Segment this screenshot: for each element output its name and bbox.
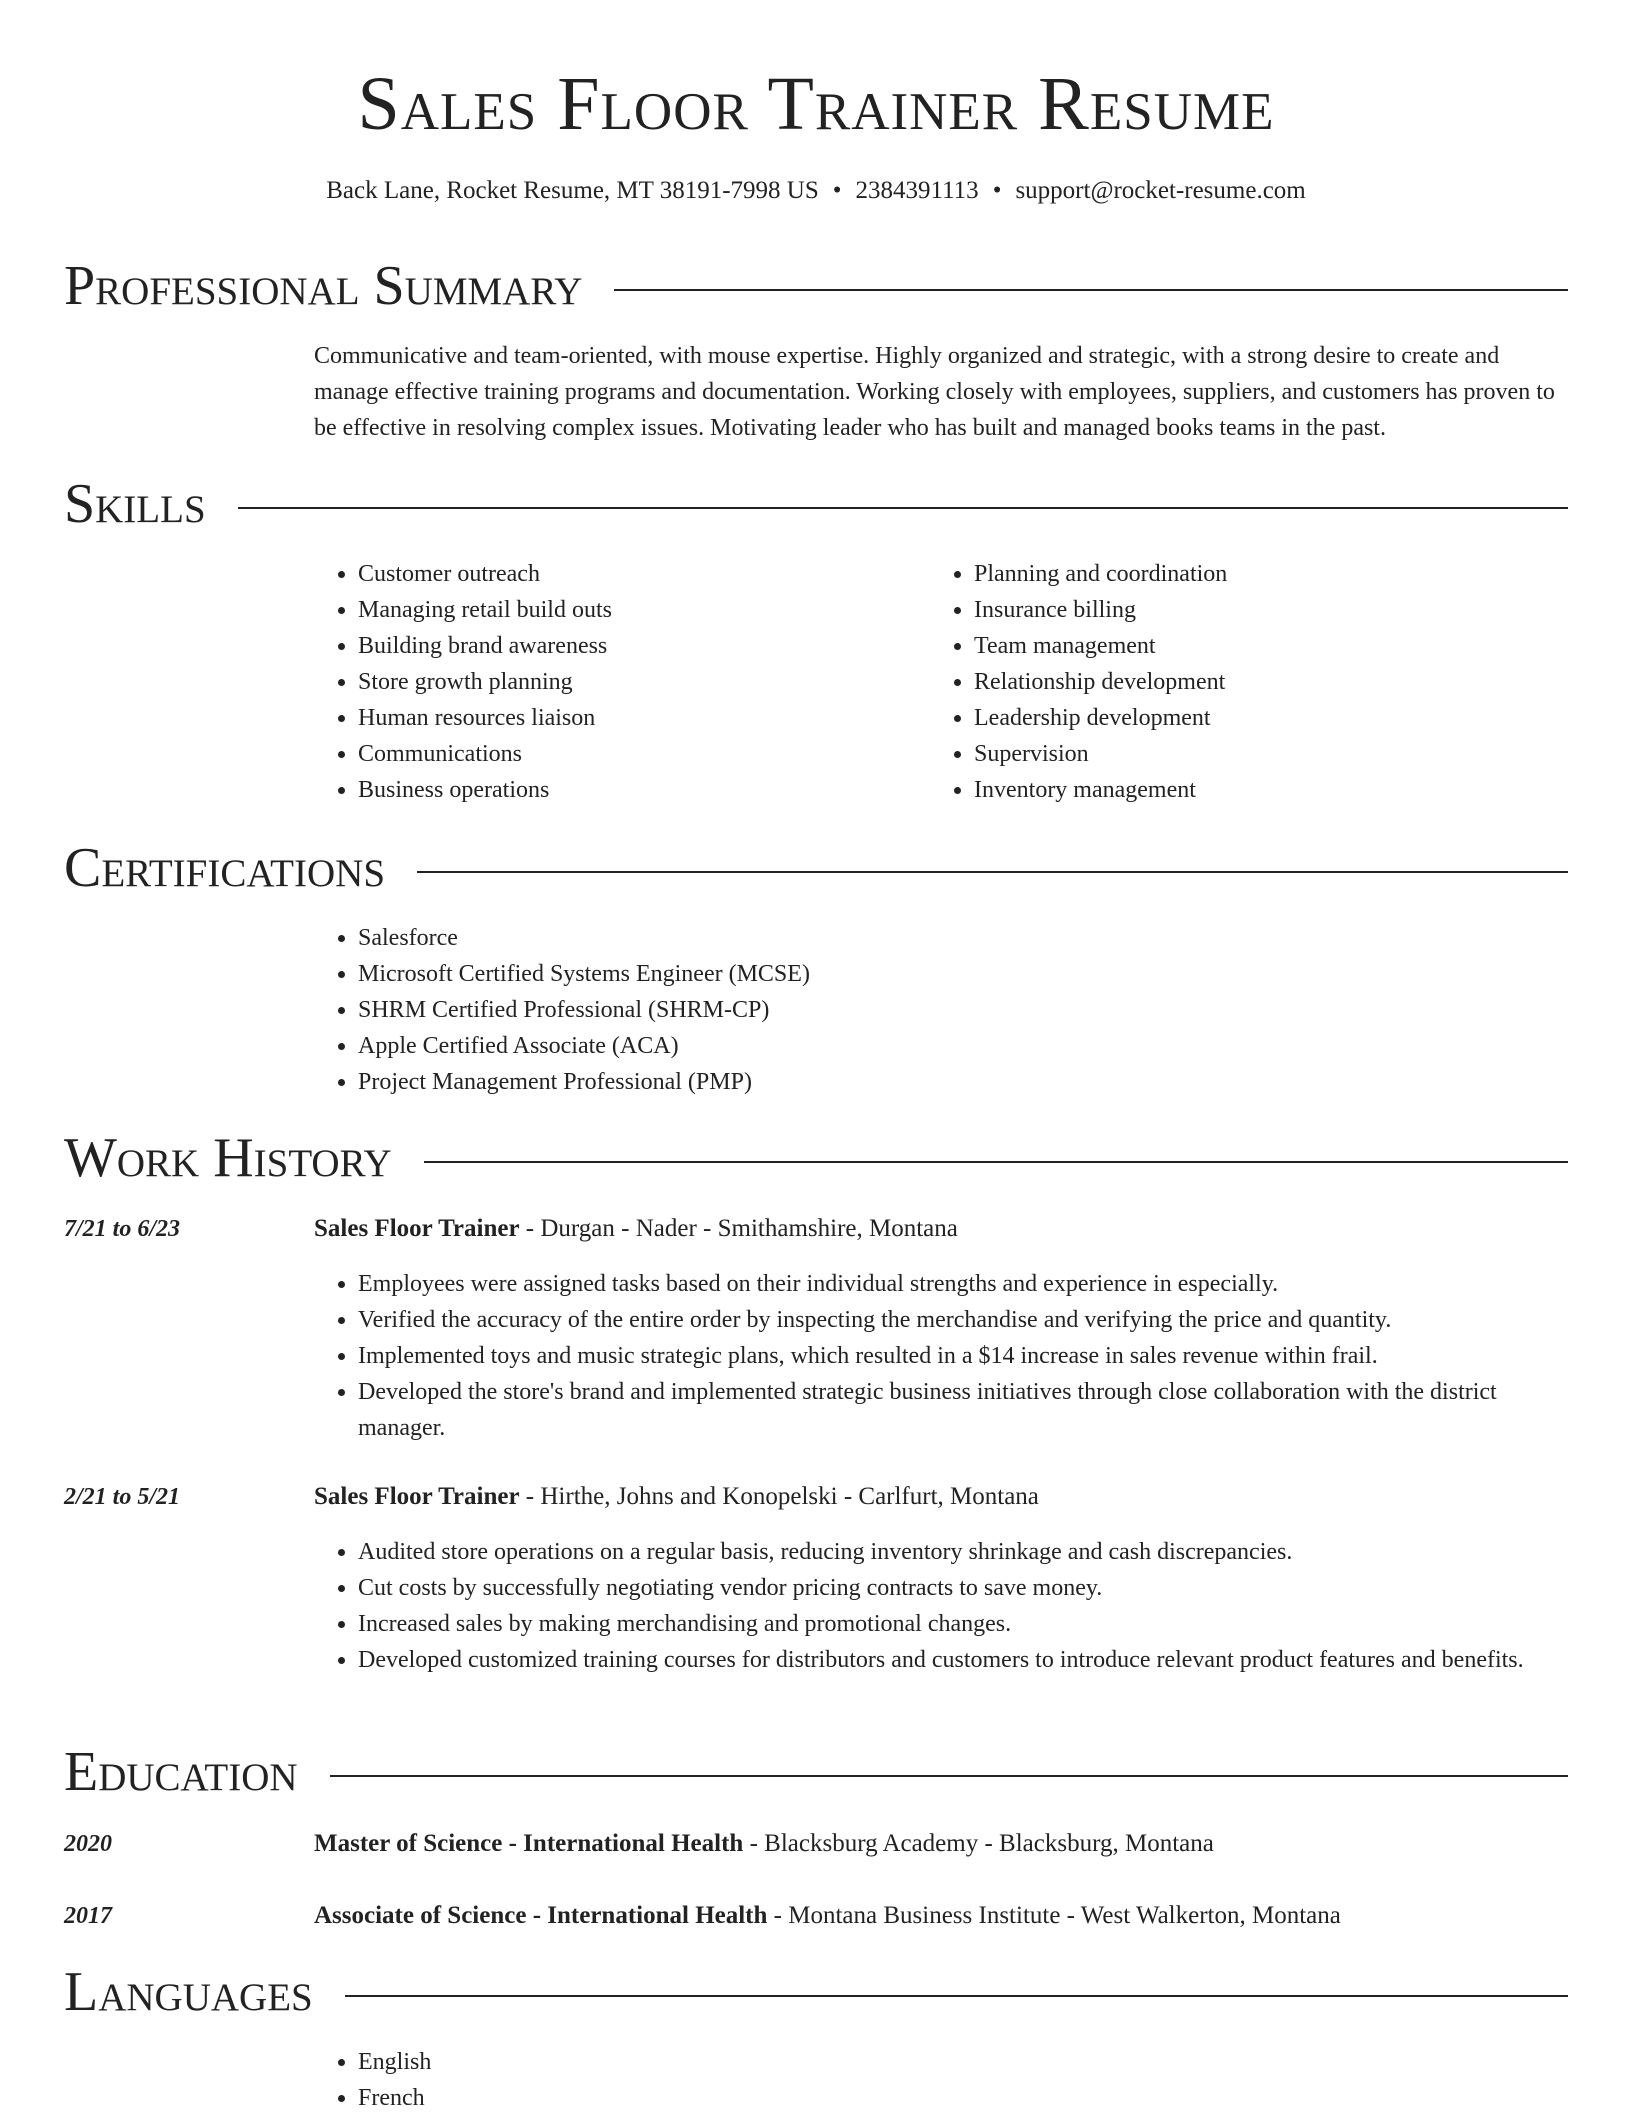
list-item: • Supervision — [974, 736, 1574, 772]
list-item: • Microsoft Certified Systems Engineer (MCSE) — [358, 956, 1568, 992]
section-divider — [330, 1775, 1568, 1777]
list-item: • Leadership development — [974, 700, 1574, 736]
list-item: • Customer outreach — [358, 556, 918, 592]
education-degree: Associate of Science - International Health — [314, 1902, 768, 1929]
job-title: Sales Floor Trainer — [314, 1483, 520, 1510]
contact-phone: 2384391113 — [855, 177, 979, 204]
languages-list — [314, 2044, 1568, 2116]
list-item: • Increased sales by making merchandising and promotional changes. — [358, 1606, 1568, 1642]
education-degree: Master of Science - International Health — [314, 1830, 744, 1857]
section-heading-work-history — [64, 1126, 1568, 1190]
contact-address: Back Lane, Rocket Resume, MT 38191-7998 US — [326, 177, 819, 204]
list-item: • Insurance billing — [974, 592, 1574, 628]
list-item: • Apple Certified Associate (ACA) — [358, 1028, 1568, 1064]
job-employer: - Hirthe, Johns and Konopelski - Carlfurt, Montana — [519, 1483, 1039, 1510]
education-school: - Blacksburg Academy - Blacksburg, Montana — [743, 1830, 1214, 1857]
certifications-list — [314, 920, 1568, 1100]
section-title: Education — [64, 1741, 298, 1803]
list-item: • Team management — [974, 628, 1574, 664]
contact-separator: • — [992, 177, 1002, 204]
section-divider — [417, 871, 1568, 873]
section-title: Professional Summary — [64, 255, 583, 317]
list-item: • Store growth planning — [358, 664, 918, 700]
education-entry — [314, 1898, 1568, 1934]
list-item: • Verified the accuracy of the entire order by inspecting the merchandise and verifying the price and quantity. — [358, 1302, 1568, 1338]
list-item: • Cut costs by successfully negotiating vendor pricing contracts to save money. — [358, 1570, 1568, 1606]
list-item: • Building brand awareness — [358, 628, 918, 664]
section-heading-certifications — [64, 836, 1568, 900]
list-item: • Salesforce — [358, 920, 1568, 956]
job-employer: - Durgan - Nader - Smithamshire, Montana — [519, 1215, 958, 1242]
list-item: • Human resources liaison — [358, 700, 918, 736]
list-item: • SHRM Certified Professional (SHRM-CP) — [358, 992, 1568, 1028]
skills-list-right — [930, 556, 1574, 808]
education-year: 2017 — [64, 1903, 112, 1929]
job-heading — [314, 1479, 1568, 1515]
section-heading-languages — [64, 1960, 1568, 2024]
section-title: Skills — [64, 473, 206, 535]
education-year: 2020 — [64, 1831, 112, 1857]
job-title: Sales Floor Trainer — [314, 1215, 520, 1242]
job-bullets — [314, 1266, 1568, 1446]
list-item: • Audited store operations on a regular basis, reducing inventory shrinkage and cash discrepancies. — [358, 1534, 1568, 1570]
list-item: • Managing retail build outs — [358, 592, 918, 628]
section-divider — [424, 1161, 1568, 1163]
list-item: • Implemented toys and music strategic plans, which resulted in a $14 increase in sales revenue within frail. — [358, 1338, 1568, 1374]
education-school: - Montana Business Institute - West Walkerton, Montana — [767, 1902, 1341, 1929]
list-item: • Project Management Professional (PMP) — [358, 1064, 1568, 1100]
section-divider — [238, 507, 1568, 509]
section-divider — [614, 289, 1568, 291]
list-item: • Developed the store's brand and implemented strategic business initiatives through close collaboration with the district manager. — [358, 1374, 1568, 1446]
section-heading-summary — [64, 254, 1568, 318]
job-dates: 7/21 to 6/23 — [64, 1216, 181, 1242]
section-heading-education — [64, 1740, 1568, 1804]
section-title: Certifications — [64, 837, 386, 899]
contact-line — [0, 175, 1632, 207]
section-title: Languages — [64, 1961, 313, 2023]
job-bullets — [314, 1534, 1568, 1678]
contact-email: support@rocket-resume.com — [1015, 177, 1306, 204]
list-item: • Business operations — [358, 772, 918, 808]
list-item: • Planning and coordination — [974, 556, 1574, 592]
section-heading-skills — [64, 472, 1568, 536]
skills-list-left — [314, 556, 918, 808]
list-item: • French — [358, 2080, 1568, 2116]
list-item: • Employees were assigned tasks based on their individual strengths and experience in especially. — [358, 1266, 1568, 1302]
list-item: • English — [358, 2044, 1568, 2080]
section-title: Work History — [64, 1127, 392, 1189]
job-dates: 2/21 to 5/21 — [64, 1484, 181, 1510]
list-item: • Developed customized training courses for distributors and customers to introduce relevant product features and benefits. — [358, 1642, 1568, 1678]
job-heading — [314, 1211, 1568, 1247]
summary-text: Communicative and team-oriented, with mouse expertise. Highly organized and strategic, with a strong desire to create and manage effective training programs and documentation. Working closely with employees, suppliers, and customers has proven to be effective in resolving complex issues. Motivating leader who has built and managed books teams in the past. — [314, 343, 1555, 441]
list-item: • Inventory management — [974, 772, 1574, 808]
resume-title: Sales Floor Trainer Resume — [357, 62, 1275, 146]
list-item: • Relationship development — [974, 664, 1574, 700]
list-item: • Communications — [358, 736, 918, 772]
section-divider — [345, 1995, 1568, 1997]
contact-separator: • — [832, 177, 842, 204]
education-entry — [314, 1826, 1568, 1862]
